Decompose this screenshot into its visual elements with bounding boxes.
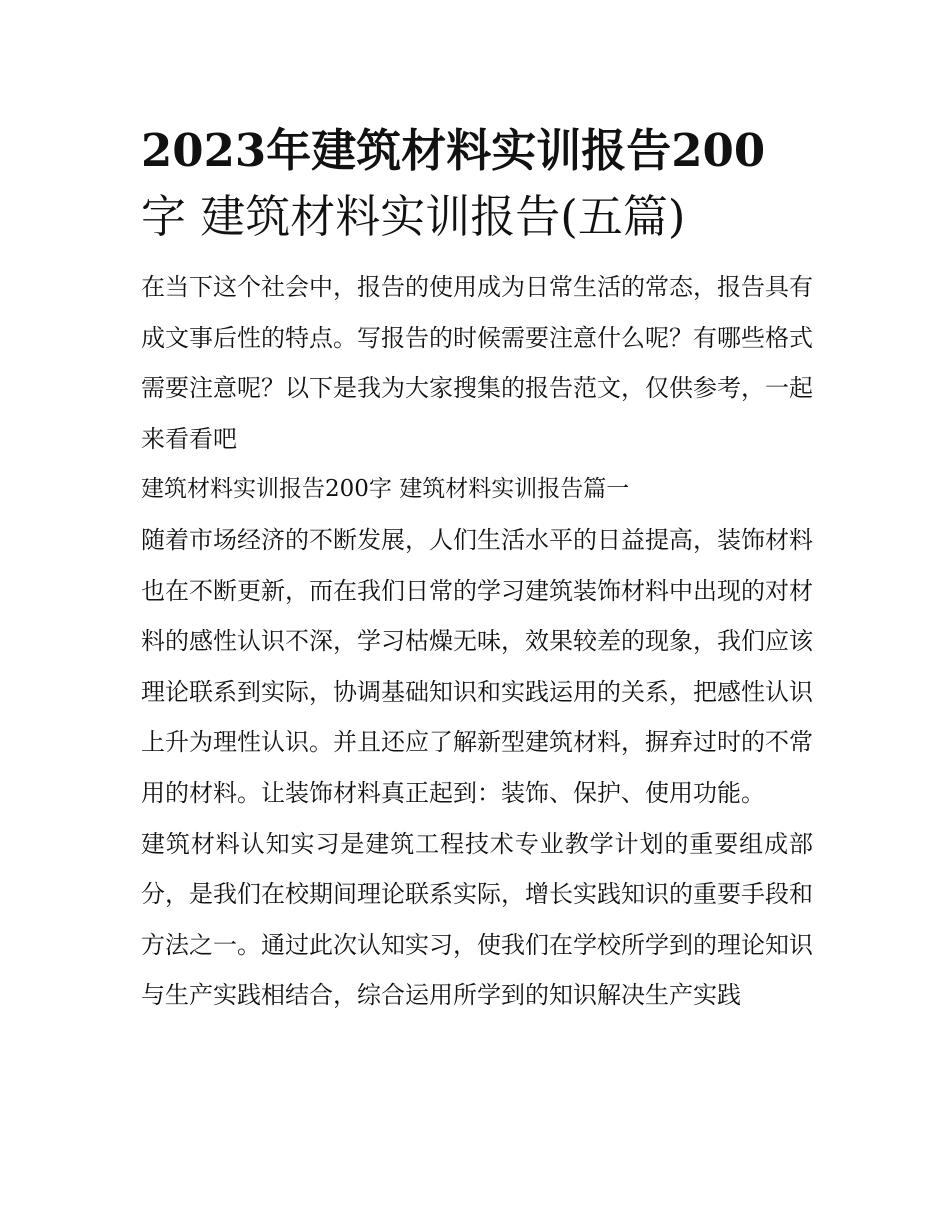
document-body [141, 262, 813, 1021]
intro-paragraph: 在当下这个社会中，报告的使用成为日常生活的常态，报告具有成文事后性的特点。写报告的时候需要注意什么呢？有哪些格式需要注意呢？以下是我为大家搜集的报告范文，仅供参考，一起来看看吧 [141, 273, 813, 453]
body-paragraph-1: 随着市场经济的不断发展，人们生活水平的日益提高，装饰材料也在不断更新，而在我们日常的学习建筑装饰材料中出现的对材料的感性认识不深，学习枯燥无味，效果较差的现象，我们应该理论联系到实际，协调基础知识和实践运用的关系，把感性认识上升为理性认识。并且还应了解新型建筑材料，摒弃过时的不常用的材料。让装饰材料真正起到：装饰、保护、使用功能。 [141, 525, 813, 807]
title-line-2: 字 建筑材料实训报告(五篇) [141, 190, 686, 243]
document-page [141, 118, 813, 1021]
body-paragraph-2: 建筑材料认知实习是建筑工程技术专业教学计划的重要组成部分，是我们在校期间理论联系实际，增长实践知识的重要手段和方法之一。通过此次认知实习，使我们在学校所学到的理论知识与生产实践相结合，综合运用所学到的知识解决生产实践 [141, 829, 813, 1010]
document-title [141, 118, 813, 250]
title-line-1: 2023年建筑材料实训报告200 [141, 124, 766, 177]
section-heading: 建筑材料实训报告200字 建筑材料实训报告篇一 [141, 476, 630, 503]
